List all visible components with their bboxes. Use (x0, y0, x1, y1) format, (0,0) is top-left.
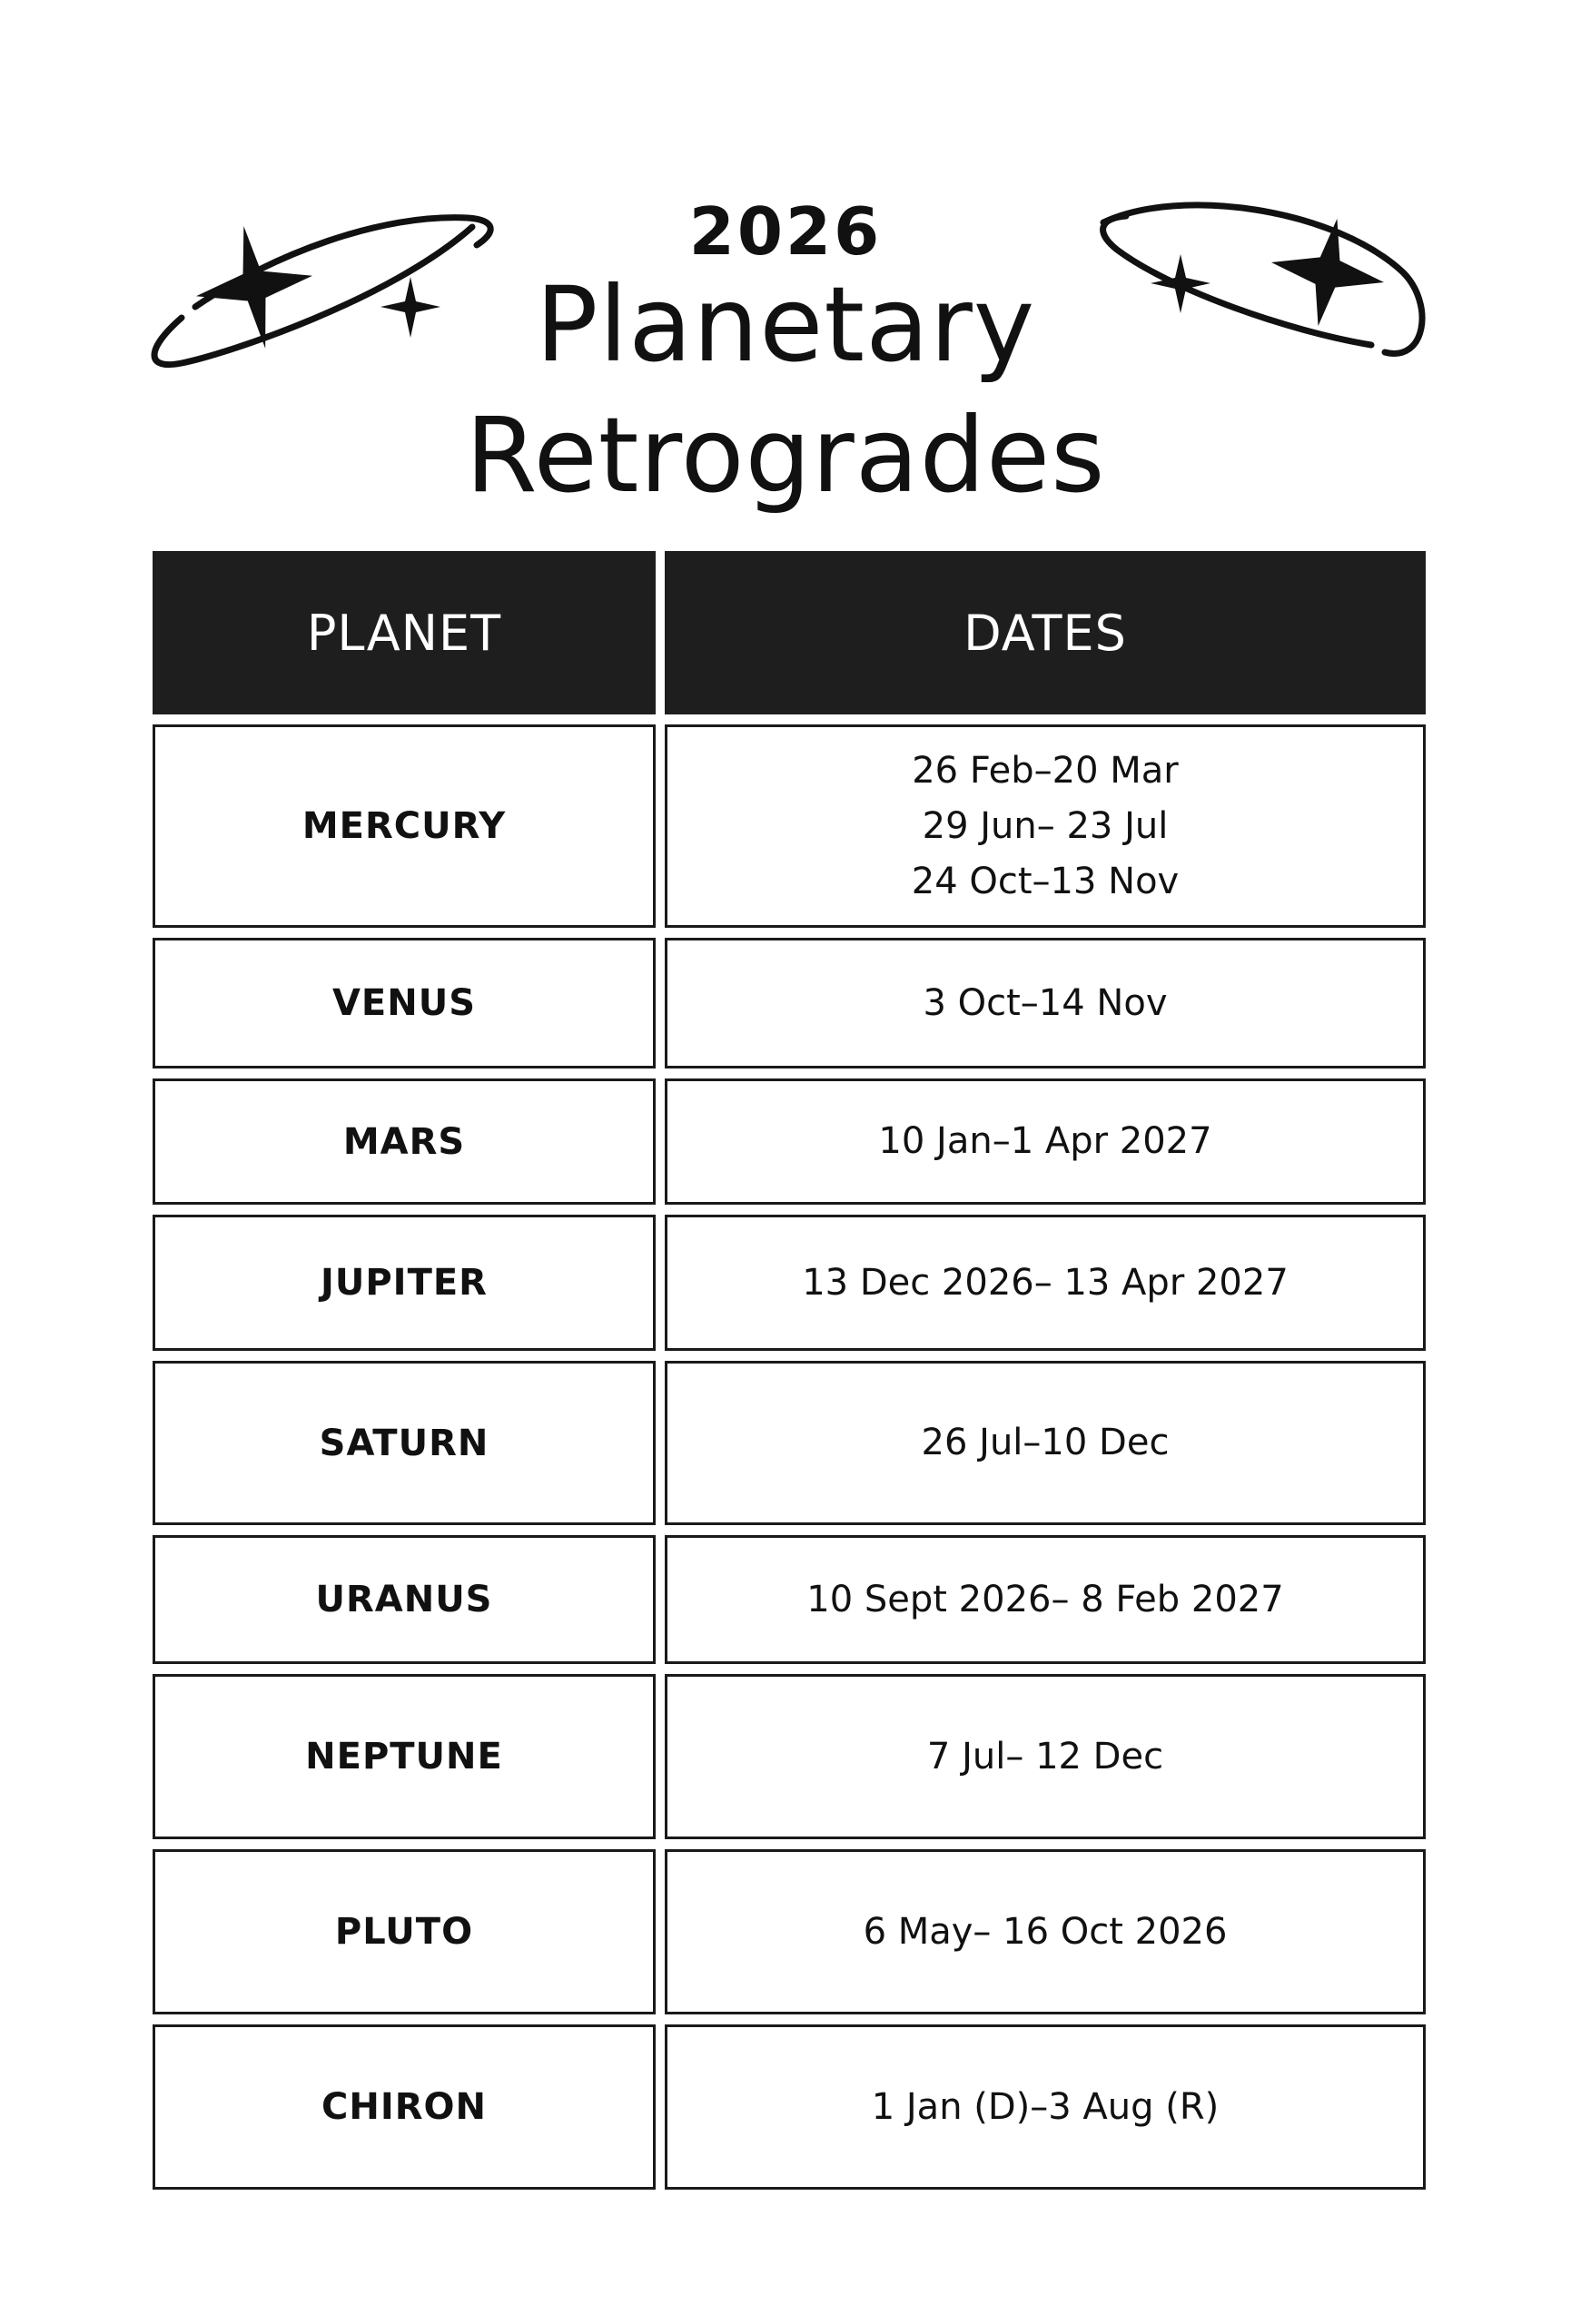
date-range: 3 Oct–14 Nov (923, 981, 1168, 1024)
date-range: 29 Jun– 23 Jul (922, 804, 1169, 847)
table-header-row (153, 551, 1426, 714)
table-row (153, 2024, 1426, 2190)
dates-cell (665, 2024, 1426, 2190)
planet-cell (153, 1078, 656, 1205)
planet-name: NEPTUNE (305, 1736, 503, 1777)
planet-name: MARS (342, 1120, 466, 1163)
planet-name: JUPITER (321, 1262, 488, 1304)
planet-cell (153, 1535, 656, 1664)
planet-cell (153, 1215, 656, 1351)
planet-name: MERCURY (301, 805, 507, 847)
dates-cell (665, 1674, 1426, 1839)
date-range: 6 May– 16 Oct 2026 (863, 1910, 1228, 1953)
planet-cell (153, 1849, 656, 2014)
planet-name: PLUTO (334, 1911, 474, 1953)
table-row (153, 1078, 1426, 1205)
dates-cell (665, 938, 1426, 1068)
title-line-1: Planetary (535, 264, 1036, 385)
dates-cell (665, 1078, 1426, 1205)
date-range: 10 Jan–1 Apr 2027 (878, 1120, 1212, 1162)
page-header (0, 0, 1571, 545)
date-range: 10 Sept 2026– 8 Feb 2027 (806, 1578, 1284, 1620)
date-range: 1 Jan (D)–3 Aug (R) (871, 2085, 1220, 2128)
dates-list (872, 2080, 1220, 2135)
dates-cell (665, 1535, 1426, 1664)
dates-list (806, 1572, 1283, 1628)
dates-cell (665, 724, 1426, 928)
date-range: 7 Jul– 12 Dec (926, 1735, 1164, 1777)
dates-cell (665, 1215, 1426, 1351)
dates-list (802, 1256, 1289, 1311)
dates-list (864, 1905, 1228, 1960)
planet-name: CHIRON (321, 2086, 487, 2128)
planet-cell (153, 1674, 656, 1839)
date-range: 24 Oct–13 Nov (911, 860, 1180, 902)
planet-cell (153, 2024, 656, 2190)
table-row (153, 1215, 1426, 1351)
dates-list (927, 1729, 1163, 1785)
planet-cell (153, 1361, 656, 1525)
planet-name: VENUS (331, 982, 477, 1024)
dates-cell (665, 1849, 1426, 2014)
table-row (153, 1674, 1426, 1839)
planet-name: URANUS (315, 1579, 493, 1620)
dates-cell (665, 1361, 1426, 1525)
table-row (153, 1361, 1426, 1525)
title-line-2: Retrogrades (465, 395, 1106, 516)
table-row (153, 1849, 1426, 2014)
dates-list (923, 976, 1167, 1031)
table-row (153, 1535, 1426, 1664)
planet-cell (153, 938, 656, 1068)
date-range: 13 Dec 2026– 13 Apr 2027 (802, 1261, 1289, 1304)
planet-name: SATURN (319, 1422, 489, 1464)
table-row (153, 724, 1426, 928)
planet-cell (153, 724, 656, 928)
column-header-dates: DATES (665, 551, 1426, 714)
table-row (153, 938, 1426, 1068)
dates-list (922, 1415, 1170, 1471)
date-range: 26 Jul–10 Dec (921, 1422, 1170, 1463)
dates-list (912, 743, 1179, 910)
date-range: 26 Feb–20 Mar (912, 749, 1179, 792)
retrograde-table (153, 551, 1426, 2200)
column-header-planet: PLANET (153, 551, 656, 714)
title-year: 2026 (688, 193, 883, 270)
dates-list (878, 1114, 1211, 1169)
